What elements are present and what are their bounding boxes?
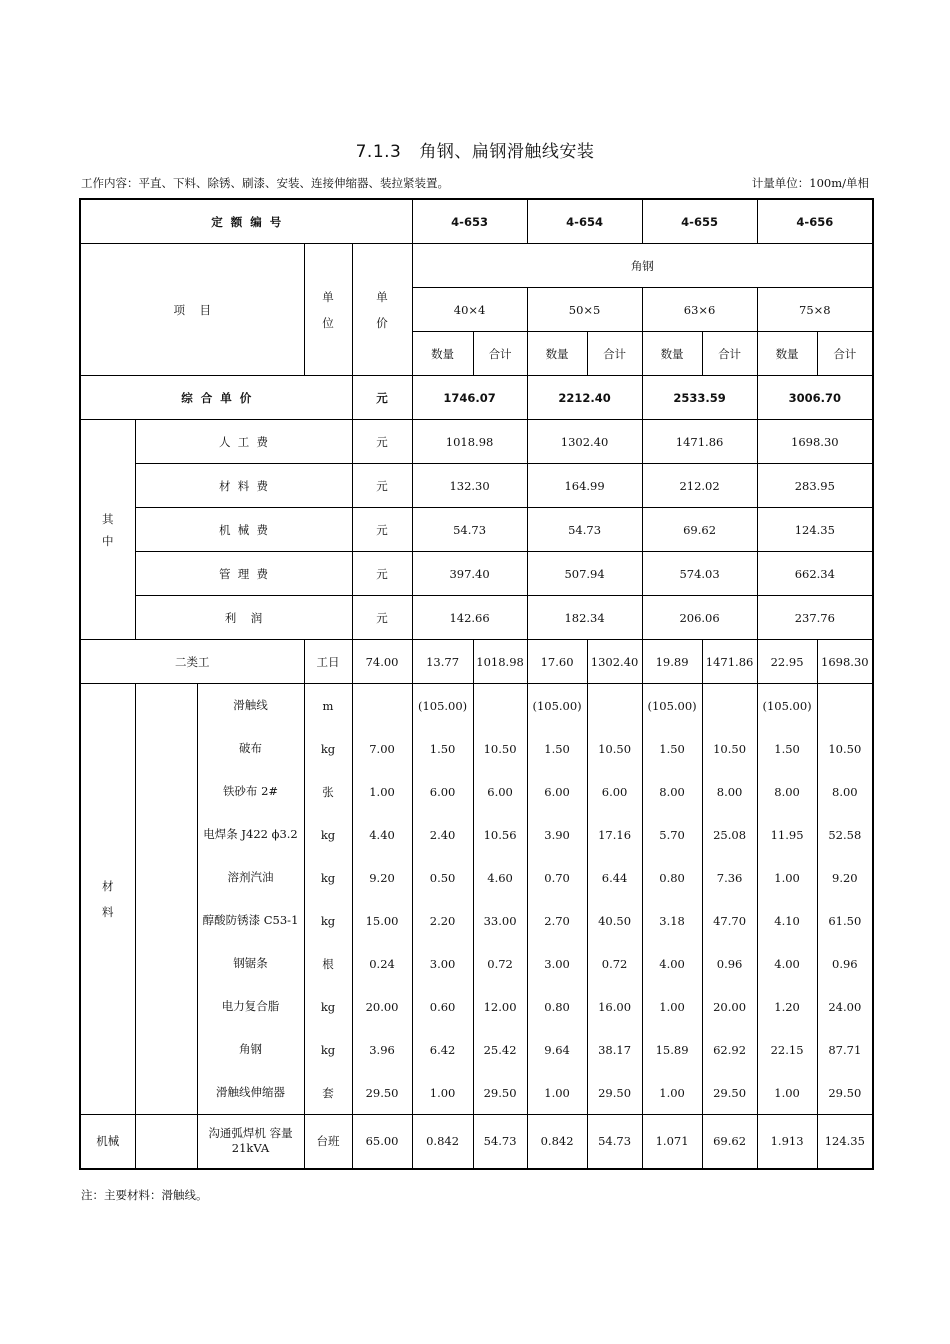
materials-label-text: 材料 [102, 879, 114, 919]
material-unit: kg [304, 985, 352, 1028]
section-number: 7.1.3 [355, 142, 402, 162]
spec-cell: 75×8 [757, 288, 873, 332]
material-unit: kg [304, 727, 352, 770]
material-cell: 38.17 [587, 1028, 642, 1071]
material-cell: 6.42 [412, 1028, 473, 1071]
machinery-name: 沟通弧焊机 容量 21kVA [197, 1115, 304, 1169]
material-cell [817, 684, 873, 728]
material-cell: 10.50 [702, 727, 757, 770]
material-name: 滑触线伸缩器 [197, 1071, 304, 1115]
labor-cell: 19.89 [642, 640, 702, 684]
material-cell: 87.71 [817, 1028, 873, 1071]
material-cell: 3.90 [527, 813, 587, 856]
cost-value: 1302.40 [527, 420, 642, 464]
qty-header: 数量 [527, 332, 587, 376]
price-label [352, 244, 412, 376]
material-row [80, 1071, 873, 1115]
cost-label: 管 理 费 [135, 552, 352, 596]
material-price: 7.00 [352, 727, 412, 770]
labor-cell: 17.60 [527, 640, 587, 684]
material-cell: 33.00 [473, 899, 527, 942]
material-unit: 套 [304, 1071, 352, 1115]
material-cell: 61.50 [817, 899, 873, 942]
material-cell: 0.50 [412, 856, 473, 899]
material-row [80, 985, 873, 1028]
material-price: 3.96 [352, 1028, 412, 1071]
material-price: 1.00 [352, 770, 412, 813]
material-cell: 3.00 [412, 942, 473, 985]
machinery-unit: 台班 [304, 1115, 352, 1169]
cost-breakdown-row [80, 552, 873, 596]
material-cell: 6.00 [412, 770, 473, 813]
material-name: 角钢 [197, 1028, 304, 1071]
material-cell: 1.50 [642, 727, 702, 770]
material-row [80, 1028, 873, 1071]
material-cell: 10.50 [473, 727, 527, 770]
material-unit: 根 [304, 942, 352, 985]
summary-value: 2533.59 [642, 376, 757, 420]
section-title: 角钢、扁钢滑触线安装 [419, 142, 595, 162]
cost-breakdown-row [80, 464, 873, 508]
material-cell: (105.00) [527, 684, 587, 728]
summary-value: 2212.40 [527, 376, 642, 420]
qty-header: 数量 [757, 332, 817, 376]
material-price: 9.20 [352, 856, 412, 899]
material-cell: 6.00 [527, 770, 587, 813]
material-cell: 29.50 [473, 1071, 527, 1115]
machinery-cell: 0.842 [527, 1115, 587, 1169]
machinery-cell: 54.73 [473, 1115, 527, 1169]
work-content: 工作内容：平直、下料、除锈、刷漆、安装、连接伸缩器、装拉紧装置。 [81, 176, 449, 190]
labor-cell: 1302.40 [587, 640, 642, 684]
material-cell: 25.42 [473, 1028, 527, 1071]
material-cell: 17.16 [587, 813, 642, 856]
cost-value: 1471.86 [642, 420, 757, 464]
cost-value: 397.40 [412, 552, 527, 596]
summary-unit: 元 [352, 376, 412, 420]
cost-value: 574.03 [642, 552, 757, 596]
material-cell: 24.00 [817, 985, 873, 1028]
material-unit: kg [304, 813, 352, 856]
cost-breakdown-row [80, 508, 873, 552]
material-cell: 16.00 [587, 985, 642, 1028]
cost-value: 164.99 [527, 464, 642, 508]
materials-blank [135, 684, 197, 1115]
total-header: 合计 [587, 332, 642, 376]
material-cell: 1.00 [757, 1071, 817, 1115]
material-cell: 0.60 [412, 985, 473, 1028]
cost-value: 124.35 [757, 508, 873, 552]
material-row [80, 684, 873, 728]
material-row [80, 899, 873, 942]
material-cell: 0.70 [527, 856, 587, 899]
material-row [80, 813, 873, 856]
material-cell: 10.50 [587, 727, 642, 770]
material-cell [702, 684, 757, 728]
machinery-cell: 69.62 [702, 1115, 757, 1169]
material-name: 铁砂布 2# [197, 770, 304, 813]
material-cell: 1.50 [412, 727, 473, 770]
material-name: 醇酸防锈漆 C53-1 [197, 899, 304, 942]
code-cell: 4-654 [527, 199, 642, 244]
material-cell: (105.00) [642, 684, 702, 728]
cost-value: 54.73 [527, 508, 642, 552]
material-cell: 2.20 [412, 899, 473, 942]
material-cell: 8.00 [817, 770, 873, 813]
machinery-blank [135, 1115, 197, 1169]
labor-cell: 13.77 [412, 640, 473, 684]
spec-cell: 50×5 [527, 288, 642, 332]
machinery-cell: 54.73 [587, 1115, 642, 1169]
material-cell: 12.00 [473, 985, 527, 1028]
material-cell: (105.00) [412, 684, 473, 728]
material-cell: 6.00 [473, 770, 527, 813]
spec-cell: 63×6 [642, 288, 757, 332]
labor-cell: 22.95 [757, 640, 817, 684]
total-header: 合计 [702, 332, 757, 376]
material-cell: 10.56 [473, 813, 527, 856]
cost-value: 132.30 [412, 464, 527, 508]
code-cell: 4-655 [642, 199, 757, 244]
material-row [80, 770, 873, 813]
group-label: 角钢 [412, 244, 873, 288]
material-cell: 0.72 [473, 942, 527, 985]
labor-row [80, 640, 873, 684]
machinery-label: 机械 [80, 1115, 135, 1169]
cost-unit: 元 [352, 596, 412, 640]
material-cell: 3.18 [642, 899, 702, 942]
material-name: 钢锯条 [197, 942, 304, 985]
material-cell: 47.70 [702, 899, 757, 942]
cost-unit: 元 [352, 508, 412, 552]
qty-header: 数量 [412, 332, 473, 376]
labor-cell: 1698.30 [817, 640, 873, 684]
labor-cell: 1471.86 [702, 640, 757, 684]
material-cell: 1.50 [757, 727, 817, 770]
material-cell: 1.00 [412, 1071, 473, 1115]
of-which-label-text: 其中 [102, 511, 114, 548]
cost-label: 机 械 费 [135, 508, 352, 552]
measurement-unit: 计量单位：100m/单相 [751, 176, 869, 190]
material-cell: 1.00 [757, 856, 817, 899]
footnote: 注：主要材料：滑触线。 [81, 1188, 208, 1202]
cost-value: 69.62 [642, 508, 757, 552]
material-cell: 29.50 [817, 1071, 873, 1115]
material-cell: 25.08 [702, 813, 757, 856]
material-row [80, 727, 873, 770]
material-cell: 8.00 [757, 770, 817, 813]
total-header: 合计 [473, 332, 527, 376]
labor-price: 74.00 [352, 640, 412, 684]
cost-value: 54.73 [412, 508, 527, 552]
material-cell: 1.00 [642, 985, 702, 1028]
of-which-label [80, 420, 135, 640]
material-cell: 6.00 [587, 770, 642, 813]
material-cell: 40.50 [587, 899, 642, 942]
material-name: 溶剂汽油 [197, 856, 304, 899]
material-cell: 0.80 [527, 985, 587, 1028]
material-unit: kg [304, 899, 352, 942]
material-cell: 0.96 [702, 942, 757, 985]
material-cell: 1.20 [757, 985, 817, 1028]
material-cell: 9.20 [817, 856, 873, 899]
material-cell: 20.00 [702, 985, 757, 1028]
material-cell: 6.44 [587, 856, 642, 899]
material-name: 滑触线 [197, 684, 304, 728]
summary-label: 综 合 单 价 [80, 376, 352, 420]
material-cell: 29.50 [587, 1071, 642, 1115]
cost-value: 1018.98 [412, 420, 527, 464]
material-cell: 1.00 [642, 1071, 702, 1115]
cost-breakdown-row [80, 596, 873, 640]
quota-table [79, 198, 874, 1170]
total-header: 合计 [817, 332, 873, 376]
cost-value: 182.34 [527, 596, 642, 640]
material-cell: 52.58 [817, 813, 873, 856]
material-cell: 7.36 [702, 856, 757, 899]
material-cell: 11.95 [757, 813, 817, 856]
material-cell: 5.70 [642, 813, 702, 856]
material-cell [473, 684, 527, 728]
cost-label: 材 料 费 [135, 464, 352, 508]
material-unit: kg [304, 1028, 352, 1071]
machinery-cell: 0.842 [412, 1115, 473, 1169]
summary-value: 1746.07 [412, 376, 527, 420]
material-price: 4.40 [352, 813, 412, 856]
material-unit: kg [304, 856, 352, 899]
cost-unit: 元 [352, 552, 412, 596]
material-cell: (105.00) [757, 684, 817, 728]
material-cell: 22.15 [757, 1028, 817, 1071]
cost-unit: 元 [352, 420, 412, 464]
qty-header: 数量 [642, 332, 702, 376]
machinery-cell: 124.35 [817, 1115, 873, 1169]
cost-value: 1698.30 [757, 420, 873, 464]
material-row [80, 942, 873, 985]
quota-code-row [80, 199, 873, 244]
item-label: 项 目 [80, 244, 304, 376]
material-cell: 4.10 [757, 899, 817, 942]
cost-value: 283.95 [757, 464, 873, 508]
material-cell: 2.40 [412, 813, 473, 856]
material-cell: 15.89 [642, 1028, 702, 1071]
material-cell: 0.80 [642, 856, 702, 899]
material-price: 0.24 [352, 942, 412, 985]
material-unit: m [304, 684, 352, 728]
unit-label [304, 244, 352, 376]
material-name: 破布 [197, 727, 304, 770]
material-cell: 1.50 [527, 727, 587, 770]
cost-value: 237.76 [757, 596, 873, 640]
material-price: 15.00 [352, 899, 412, 942]
machinery-row [80, 1115, 873, 1169]
unit-label-text: 单位 [322, 289, 334, 330]
cost-value: 206.06 [642, 596, 757, 640]
material-cell [587, 684, 642, 728]
material-cell: 8.00 [642, 770, 702, 813]
material-cell: 4.60 [473, 856, 527, 899]
machinery-cell: 1.071 [642, 1115, 702, 1169]
material-cell: 4.00 [757, 942, 817, 985]
cost-label: 人 工 费 [135, 420, 352, 464]
material-price: 29.50 [352, 1071, 412, 1115]
material-cell: 62.92 [702, 1028, 757, 1071]
cost-value: 212.02 [642, 464, 757, 508]
summary-value: 3006.70 [757, 376, 873, 420]
page-title [0, 137, 950, 162]
material-cell: 0.96 [817, 942, 873, 985]
material-price: 20.00 [352, 985, 412, 1028]
material-cell: 1.00 [527, 1071, 587, 1115]
material-row [80, 856, 873, 899]
summary-row [80, 376, 873, 420]
material-cell: 0.72 [587, 942, 642, 985]
code-cell: 4-656 [757, 199, 873, 244]
material-name: 电力复合脂 [197, 985, 304, 1028]
material-cell: 2.70 [527, 899, 587, 942]
labor-unit: 工日 [304, 640, 352, 684]
cost-label: 利 润 [135, 596, 352, 640]
spec-cell: 40×4 [412, 288, 527, 332]
material-cell: 3.00 [527, 942, 587, 985]
material-cell: 9.64 [527, 1028, 587, 1071]
cost-value: 507.94 [527, 552, 642, 596]
labor-cell: 1018.98 [473, 640, 527, 684]
cost-value: 662.34 [757, 552, 873, 596]
header-row-1 [80, 244, 873, 288]
cost-value: 142.66 [412, 596, 527, 640]
material-name: 电焊条 J422 ϕ3.2 [197, 813, 304, 856]
quota-label: 定 额 编 号 [80, 199, 412, 244]
price-label-text: 单价 [376, 289, 388, 330]
material-price [352, 684, 412, 728]
material-cell: 10.50 [817, 727, 873, 770]
cost-breakdown-row [80, 420, 873, 464]
labor-label: 二类工 [80, 640, 304, 684]
materials-label [80, 684, 135, 1115]
code-cell: 4-653 [412, 199, 527, 244]
material-cell: 4.00 [642, 942, 702, 985]
material-cell: 29.50 [702, 1071, 757, 1115]
material-unit: 张 [304, 770, 352, 813]
material-cell: 8.00 [702, 770, 757, 813]
cost-unit: 元 [352, 464, 412, 508]
machinery-price: 65.00 [352, 1115, 412, 1169]
machinery-cell: 1.913 [757, 1115, 817, 1169]
